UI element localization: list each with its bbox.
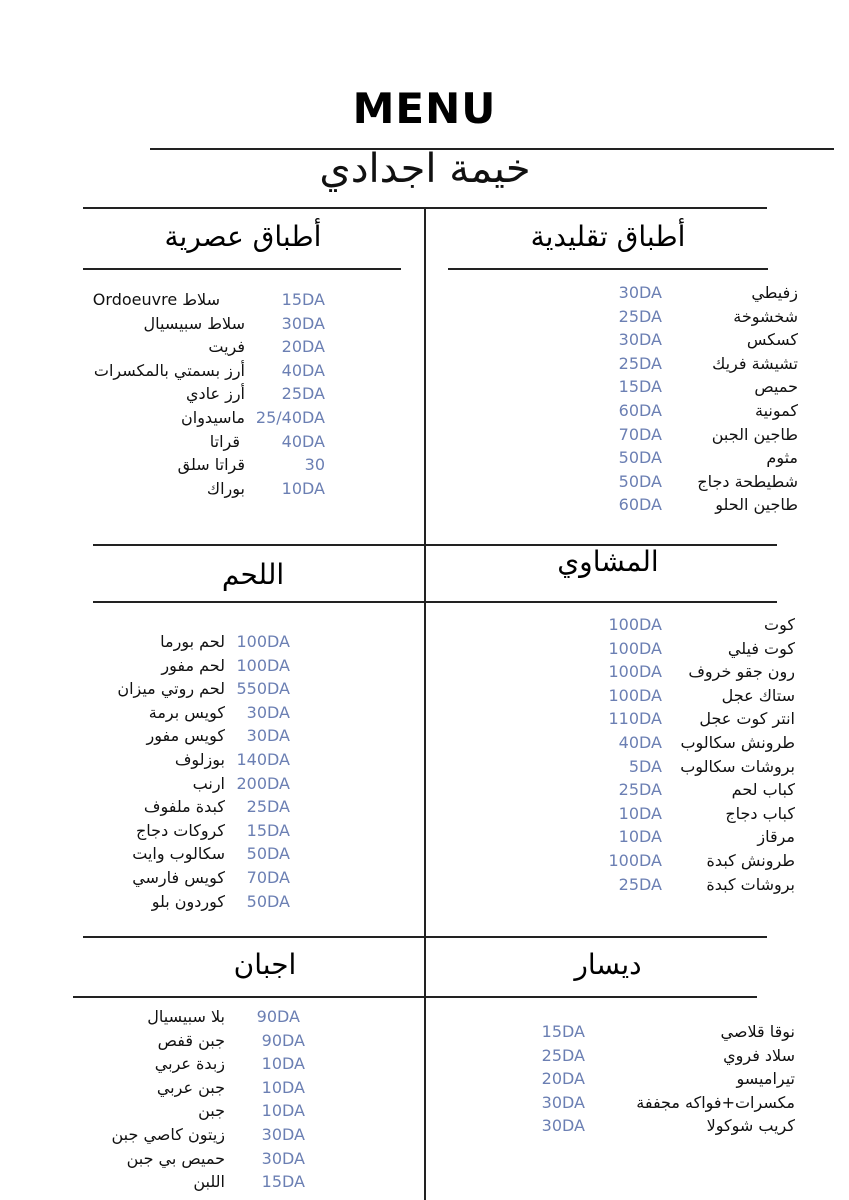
- item-name: كروكات دجاج: [135, 820, 225, 840]
- modern-header-underline: [83, 268, 401, 270]
- menu-item: [90, 750, 300, 774]
- item-price: 20DA: [541, 1069, 585, 1089]
- menu-item: [90, 821, 300, 845]
- menu-item: [600, 448, 800, 472]
- restaurant-name: خيمة اجدادي: [319, 146, 531, 192]
- item-price: 10DA: [281, 478, 325, 498]
- menu-item: [80, 290, 330, 314]
- section-title-desserts: ديسار: [574, 948, 642, 981]
- item-price: 30DA: [246, 702, 290, 722]
- item-name: كوردون بلو: [151, 891, 225, 911]
- item-name: زيتون كاصي جبن: [111, 1124, 225, 1144]
- menu-item: [90, 679, 300, 703]
- item-price: 140DA: [236, 749, 290, 769]
- item-name: حميص بي جبن: [126, 1148, 225, 1168]
- menu-item: [90, 1101, 310, 1125]
- item-name: جبن قفص: [157, 1030, 225, 1050]
- item-price: 25DA: [246, 797, 290, 817]
- section-title-modern: أطباق عصرية: [164, 220, 322, 253]
- item-name: كباب لحم: [731, 780, 795, 800]
- item-price: 100DA: [236, 655, 290, 675]
- menu-item: [600, 307, 800, 331]
- item-name: بوراك: [206, 478, 245, 498]
- item-name: بلا سبيسيال: [147, 1007, 225, 1026]
- meat-list: [90, 632, 300, 915]
- menu-item: [600, 283, 800, 307]
- item-price: 15DA: [618, 377, 662, 397]
- menu-item: [595, 804, 800, 828]
- menu-item: [90, 1172, 310, 1196]
- desserts-list: [530, 1022, 800, 1140]
- item-name: انتر كوت عجل: [699, 709, 795, 729]
- menu-item: [90, 1031, 310, 1055]
- item-name: سلاط Ordoeuvre: [92, 290, 220, 309]
- menu-item: [600, 354, 800, 378]
- menu-item: [530, 1116, 800, 1140]
- item-price: 10DA: [261, 1101, 305, 1121]
- item-price: 110DA: [608, 709, 662, 729]
- item-price: 100DA: [608, 638, 662, 658]
- item-price: 10DA: [261, 1077, 305, 1097]
- menu-item: [595, 875, 800, 899]
- item-price: 5DA: [628, 756, 662, 776]
- item-name: سلاد فروي: [723, 1045, 795, 1065]
- menu-item: [90, 703, 300, 727]
- menu-item: [595, 709, 800, 733]
- item-name: سكالوب وايت: [132, 844, 225, 864]
- item-name: أرز عادي: [185, 384, 245, 404]
- modern-dishes-list: [80, 290, 330, 502]
- item-price: 30: [304, 455, 325, 475]
- menu-item: [595, 827, 800, 851]
- item-price: 50DA: [246, 844, 290, 864]
- item-price: 30DA: [261, 1124, 305, 1144]
- menu-item: [90, 656, 300, 680]
- item-price: 100DA: [608, 850, 662, 870]
- item-name: بروشات سكالوب: [680, 756, 795, 776]
- menu-item: [90, 726, 300, 750]
- item-name: كوت فيلي: [727, 638, 795, 658]
- menu-item: [80, 432, 330, 456]
- menu-item: [600, 330, 800, 354]
- item-price: 10DA: [261, 1054, 305, 1074]
- item-price: 30DA: [541, 1092, 585, 1112]
- menu-item: [90, 1149, 310, 1173]
- item-price: 60DA: [618, 495, 662, 515]
- item-name: تيراميسو: [736, 1069, 795, 1089]
- section-title-traditional: أطباق تقليدية: [530, 220, 686, 253]
- item-price: 15DA: [246, 820, 290, 840]
- item-price: 15DA: [261, 1172, 305, 1192]
- menu-item: [595, 851, 800, 875]
- item-price: 550DA: [236, 679, 290, 699]
- item-name: شخشوخة: [733, 306, 798, 326]
- item-price: 40DA: [281, 360, 325, 380]
- item-name: لحم روتي ميزان: [117, 679, 225, 699]
- menu-title: MENU: [352, 84, 497, 133]
- traditional-dishes-list: [600, 283, 800, 519]
- item-name: كمونية: [755, 400, 798, 420]
- item-price: 15DA: [541, 1022, 585, 1041]
- menu-item: [595, 733, 800, 757]
- item-name: زفيطي: [751, 283, 798, 302]
- menu-item: [80, 314, 330, 338]
- item-price: 25DA: [618, 874, 662, 894]
- menu-item: [80, 408, 330, 432]
- item-price: 30DA: [281, 313, 325, 333]
- menu-item: [80, 384, 330, 408]
- item-name: قراتا: [209, 431, 240, 451]
- center-divider: [424, 207, 426, 1200]
- menu-item: [90, 1007, 310, 1031]
- item-name: كباب دجاج: [725, 803, 795, 823]
- item-name: شطيطحة دجاج: [697, 471, 798, 491]
- item-name: لحم مفور: [161, 655, 225, 675]
- menu-item: [90, 797, 300, 821]
- item-name: جبن: [198, 1101, 225, 1121]
- section-title-meat: اللحم: [221, 558, 285, 591]
- item-name: قراتا سلق: [177, 455, 245, 475]
- menu-item: [530, 1046, 800, 1070]
- menu-item: [80, 455, 330, 479]
- item-name: كويس فارسي: [132, 867, 225, 887]
- item-price: 30DA: [618, 330, 662, 350]
- item-price: 70DA: [246, 867, 290, 887]
- item-price: 60DA: [618, 400, 662, 420]
- menu-item: [90, 892, 300, 916]
- item-name: طرونش كبدة: [706, 850, 795, 870]
- menu-item: [90, 1054, 310, 1078]
- item-name: طاجين الجبن: [711, 424, 798, 444]
- item-price: 200DA: [236, 773, 290, 793]
- menu-item: [90, 1078, 310, 1102]
- menu-item: [595, 639, 800, 663]
- menu-item: [595, 757, 800, 781]
- menu-item: [90, 844, 300, 868]
- item-name: جبن عربي: [156, 1077, 225, 1097]
- menu-item: [80, 479, 330, 503]
- item-name: رون جقو خروف: [688, 662, 795, 682]
- item-name: بروشات كبدة: [706, 874, 795, 894]
- item-name: أرز بسمتي بالمكسرات: [93, 360, 245, 380]
- item-price: 50DA: [618, 448, 662, 468]
- item-name: كسكس: [746, 330, 798, 350]
- item-price: 50DA: [618, 471, 662, 491]
- menu-item: [530, 1069, 800, 1093]
- item-name: ارنب: [192, 773, 225, 793]
- item-name: طاجين الحلو: [715, 495, 798, 515]
- menu-item: [600, 377, 800, 401]
- item-price: 100DA: [608, 615, 662, 634]
- item-name: كريب شوكولا: [706, 1116, 795, 1136]
- item-name: كوت: [764, 615, 795, 634]
- item-price: 25DA: [618, 780, 662, 800]
- menu-item: [595, 662, 800, 686]
- menu-item: [80, 337, 330, 361]
- menu-item: [595, 686, 800, 710]
- item-price: 70DA: [618, 424, 662, 444]
- item-price: 30DA: [261, 1148, 305, 1168]
- item-name: مرقاز: [757, 827, 795, 847]
- menu-item: [80, 361, 330, 385]
- menu-item: [600, 425, 800, 449]
- row3-top-line: [83, 936, 767, 938]
- item-price: 10DA: [618, 827, 662, 847]
- item-price: 30DA: [541, 1116, 585, 1136]
- menu-item: [595, 780, 800, 804]
- menu-item: [600, 495, 800, 519]
- item-price: 15DA: [281, 290, 325, 309]
- menu-item: [600, 472, 800, 496]
- item-name: بوزلوف: [174, 749, 225, 769]
- item-price: 25DA: [541, 1045, 585, 1065]
- section-title-cheeses: اجبان: [233, 948, 297, 981]
- item-price: 20DA: [281, 337, 325, 357]
- menu-item: [90, 632, 300, 656]
- menu-item: [90, 868, 300, 892]
- item-name: نوقا قلاصي: [720, 1022, 795, 1041]
- item-price: 25DA: [618, 353, 662, 373]
- menu-item: [530, 1022, 800, 1046]
- item-price: 40DA: [281, 431, 325, 451]
- item-name: اللبن: [193, 1172, 225, 1192]
- item-name: فريت: [208, 337, 245, 357]
- item-price: 25/40DA: [255, 407, 325, 427]
- item-price: 50DA: [246, 891, 290, 911]
- item-name: طرونش سكالوب: [680, 732, 795, 752]
- item-price: 25DA: [618, 306, 662, 326]
- item-name: مثوم: [766, 448, 798, 468]
- item-name: كبدة ملفوف: [143, 797, 225, 817]
- row3-bottom-line: [73, 996, 757, 998]
- item-price: 90DA: [261, 1030, 305, 1050]
- item-price: 30DA: [618, 283, 662, 302]
- item-name: ماسيدوان: [181, 407, 245, 427]
- menu-item: [595, 615, 800, 639]
- menu-item: [530, 1093, 800, 1117]
- menu-item: [90, 774, 300, 798]
- item-price: 10DA: [618, 803, 662, 823]
- menu-item: [600, 401, 800, 425]
- item-name: كويس مفور: [146, 726, 225, 746]
- row2-bottom-line: [93, 601, 777, 603]
- item-price: 100DA: [608, 662, 662, 682]
- section-title-grills: المشاوي: [557, 545, 659, 578]
- traditional-header-underline: [448, 268, 768, 270]
- item-price: 40DA: [618, 732, 662, 752]
- item-name: سلاط سبيسيال: [143, 313, 245, 333]
- item-name: تشيشة فريك: [712, 353, 798, 373]
- item-price: 90DA: [256, 1007, 300, 1026]
- cheeses-list: [90, 1007, 310, 1196]
- item-name: حميص: [754, 377, 798, 397]
- item-name: ستاك عجل: [721, 685, 795, 705]
- item-name: كويس برمة: [148, 702, 225, 722]
- menu-item: [90, 1125, 310, 1149]
- item-name: لحم بورما: [160, 632, 225, 651]
- item-price: 100DA: [608, 685, 662, 705]
- item-name: مكسرات+فواكه مجففة: [636, 1092, 795, 1112]
- item-price: 30DA: [246, 726, 290, 746]
- item-name: زبدة عربي: [154, 1054, 225, 1074]
- item-price: 100DA: [236, 632, 290, 651]
- grills-list: [595, 615, 800, 898]
- item-price: 25DA: [281, 384, 325, 404]
